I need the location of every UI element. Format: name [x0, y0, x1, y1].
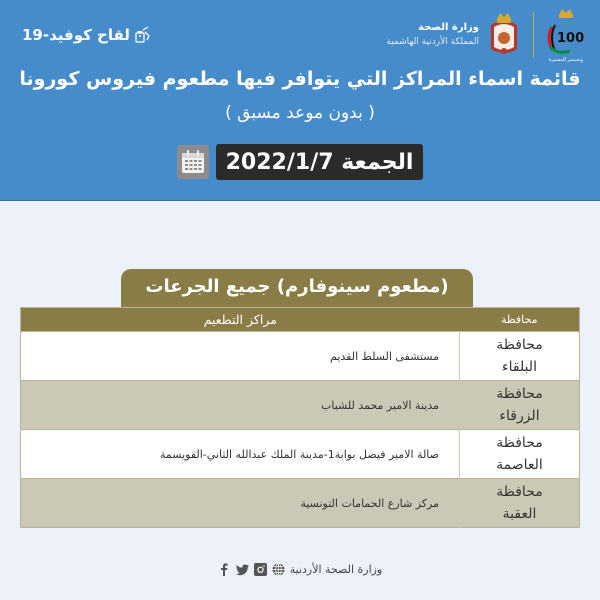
vaccine-type-tab: (مطعوم سينوفارم) جميع الجرعات: [121, 269, 473, 309]
logos: [386, 6, 588, 64]
column-header-governorate: محافظة: [460, 308, 580, 332]
ministry-text: [386, 21, 479, 49]
center-cell: مستشفى السلط القديم: [21, 332, 460, 381]
governorate-cell: محافظة العقبة: [460, 479, 580, 528]
vaccine-tag-text: لقاح كوفيد-19: [22, 26, 130, 44]
footer: [0, 563, 600, 576]
footer-ministry-text: وزارة الصحة الأردنية: [289, 563, 383, 576]
page-subtitle: ( بدون موعد مسبق ): [225, 103, 375, 123]
center-cell: مدينة الامير محمد للشباب: [21, 381, 460, 430]
svg-text:وتستمر المسيرة: وتستمر المسيرة: [548, 57, 584, 63]
date-label: الجمعة 2022/1/7: [216, 144, 424, 180]
ministry-name: وزارة الصحة: [418, 22, 479, 33]
column-header-centers: مراكز التطعيم: [21, 308, 460, 332]
logo-divider: [533, 12, 534, 58]
table-row: [21, 479, 580, 528]
calendar-icon: [177, 145, 209, 179]
date-row: [0, 144, 600, 180]
header-banner: [0, 0, 600, 201]
instagram-icon[interactable]: [254, 563, 267, 576]
globe-icon[interactable]: [272, 563, 285, 576]
vaccination-centers-table: [20, 307, 580, 528]
governorate-cell: محافظة الزرقاء: [460, 381, 580, 430]
table-row: [21, 430, 580, 479]
vaccine-icon: [134, 26, 150, 44]
centennial-logo-icon: [544, 7, 588, 63]
facebook-icon[interactable]: [218, 563, 231, 576]
table-header-row: [21, 308, 580, 332]
kingdom-name: المملكة الأردنية الهاشمية: [386, 37, 479, 47]
governorate-cell: محافظة البلقاء: [460, 332, 580, 381]
twitter-icon[interactable]: [236, 563, 249, 576]
jordan-emblem-icon: [485, 11, 523, 59]
table-row: [21, 332, 580, 381]
table-row: [21, 381, 580, 430]
governorate-cell: محافظة العاصمة: [460, 430, 580, 479]
center-cell: مركز شارع الحمامات التونسية: [21, 479, 460, 528]
vaccine-tag: [22, 26, 150, 44]
svg-text:100: 100: [557, 31, 585, 46]
page-title: قائمة اسماء المراكز التي يتوافر فيها مطعوم فيروس كورونا: [19, 68, 581, 90]
center-cell: صالة الامير فيصل بوابة1-مدينة الملك عبدالله الثاني-القويسمة: [21, 430, 460, 479]
